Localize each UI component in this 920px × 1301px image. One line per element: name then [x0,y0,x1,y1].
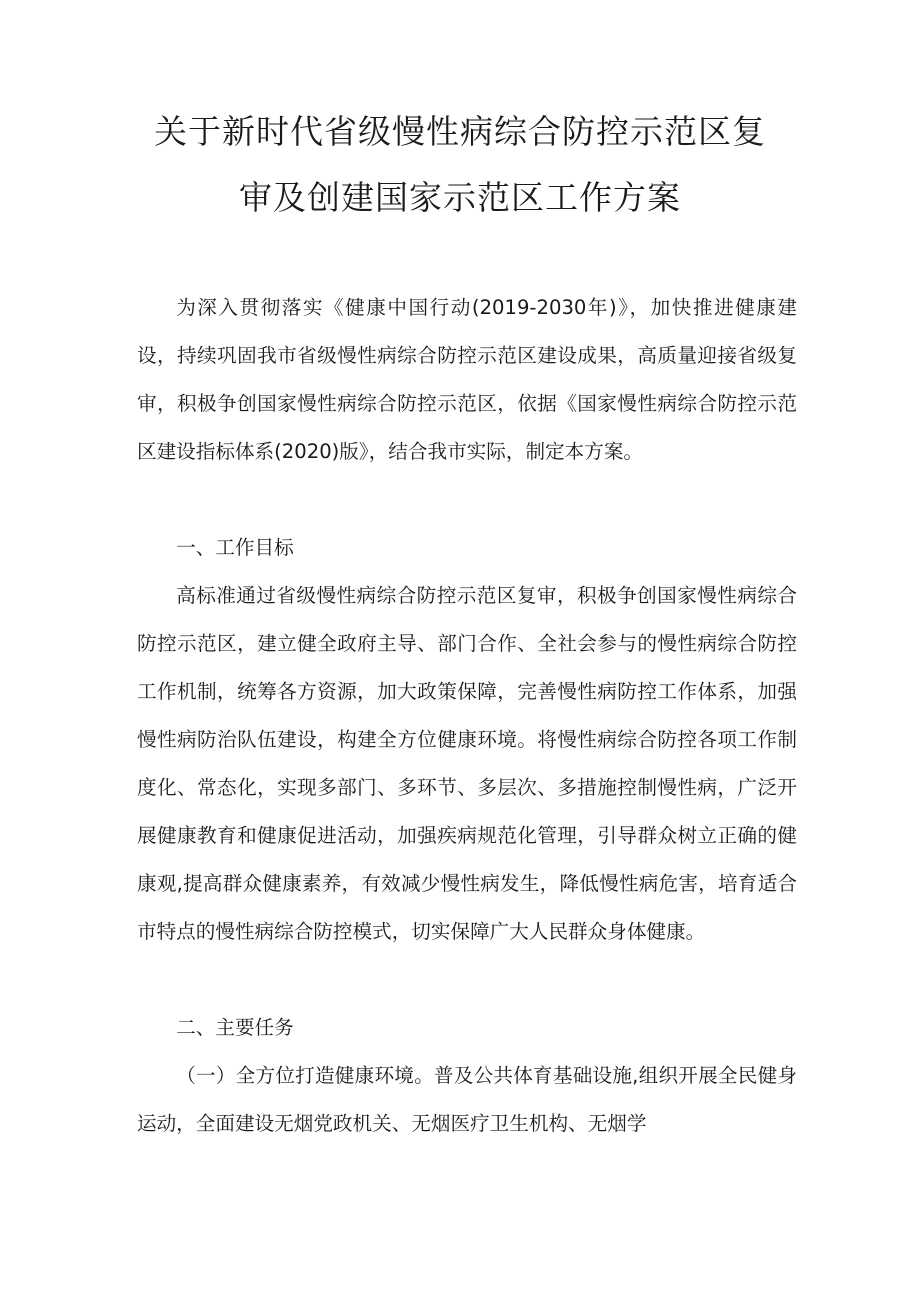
document-title-line-1: 关于新时代省级慢性病综合防控示范区复 [154,112,766,151]
document-title-line-2: 审及创建国家示范区工作方案 [239,178,681,217]
section-heading-work-goals: 一、工作目标 [176,536,294,559]
work-goals-paragraph: 高标准通过省级慢性病综合防控示范区复审，积极争创国家慢性病综合防控示范区，建立健全政府主导、部门合作、全社会参与的慢性病综合防控工作机制，统筹各方资源，加大政策保障，完善慢性病防控工作体系，加强慢性病防治队伍建设，构建全方位健康环境。将慢性病综合防控各项工作制度化、常态化，实现多部门、多环节、多层次、多措施控制慢性病，广泛开展健康教育和健康促进活动，加强疾病规范化管理，引导群众树立正确的健康观,提高群众健康素养，有效减少慢性病发生，降低慢性病危害，培育适合市特点的慢性病综合防控模式，切实保障广大人民群众身体健康。 [137,584,797,943]
intro-paragraph: 为深入贯彻落实《健康中国行动(2019-2030年)》，加快推进健康建设，持续巩固我市省级慢性病综合防控示范区建设成果，高质量迎接省级复审，积极争创国家慢性病综合防控示范区，依据《国家慢性病综合防控示范区建设指标体系(2020)版》，结合我市实际，制定本方案。 [137,296,797,463]
section-heading-main-tasks: 二、主要任务 [176,1016,294,1039]
main-tasks-paragraph: （一）全方位打造健康环境。普及公共体育基础设施,组织开展全民健身运动，全面建设无烟党政机关、无烟医疗卫生机构、无烟学 [137,1064,797,1135]
